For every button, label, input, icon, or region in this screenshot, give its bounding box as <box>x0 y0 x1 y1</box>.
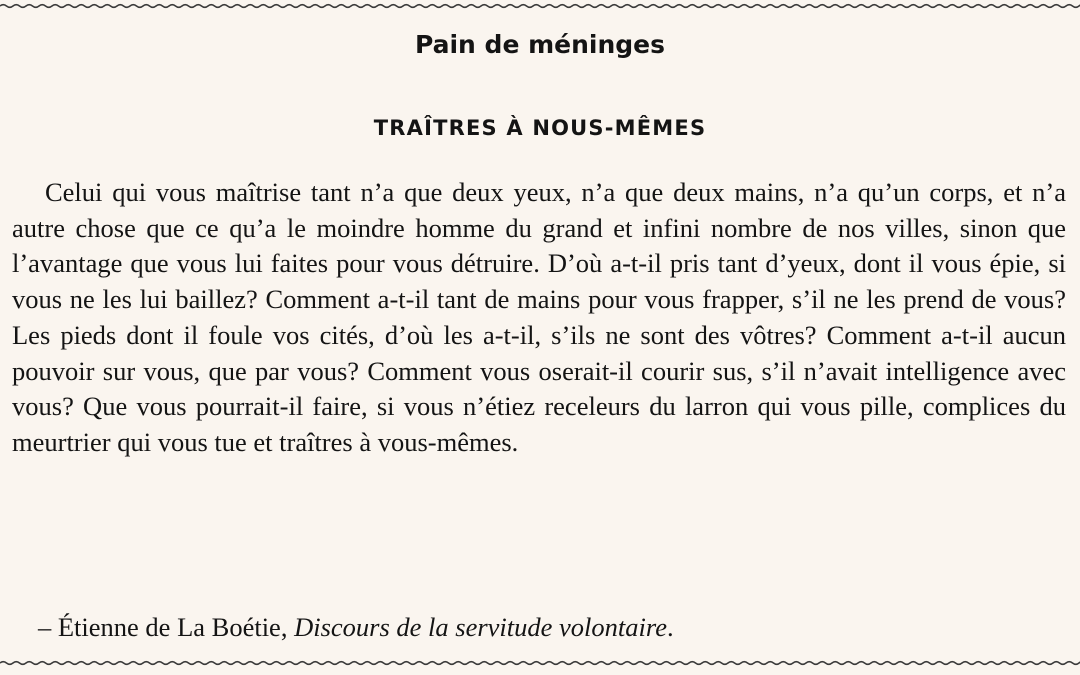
section-title: TRAÎTRES À NOUS-MÊMES <box>373 116 707 140</box>
top-wavy-line <box>0 5 1080 8</box>
bottom-wavy-line <box>0 662 1080 665</box>
quote-text: Celui qui vous maîtrise tant n’a que deux yeux, n’a que deux mains, n’a qu’un corps, et n’a autre chose que ce qu’a le moindre homme du grand et infini nombre de nos villes, sinon que l’avantage que vous lui faites pour vous détruire. D’où a-t-il pris tant d’yeux, dont il vous épie, si vous ne les lui baillez? Comment a-t-il tant de mains pour vous frapper, s’il ne les prend de vous? Les pieds dont il foule vos cités, d’où les a-t-il, s’ils ne sont des vôtres? Comment a-t-il aucun pouvoir sur vous, que par vous? Comment vous oserait-il courir sus, s’il n’avait intelligence avec vous? Que vous pourrait-il faire, si vous n’étiez receleurs du larron qui vous pille, complices du meurtrier qui vous tue et traîtres à vous-mêmes. <box>12 177 1066 457</box>
top-wavy-border <box>0 0 1080 12</box>
attribution-work: Discours de la servitude volontaire <box>294 612 667 642</box>
box-title: Pain de méninges <box>414 30 666 59</box>
bottom-wavy-border <box>0 657 1080 669</box>
attribution <box>38 612 674 643</box>
attribution-end: . <box>666 612 674 642</box>
attribution-author: – Étienne de La Boétie, <box>38 612 295 642</box>
